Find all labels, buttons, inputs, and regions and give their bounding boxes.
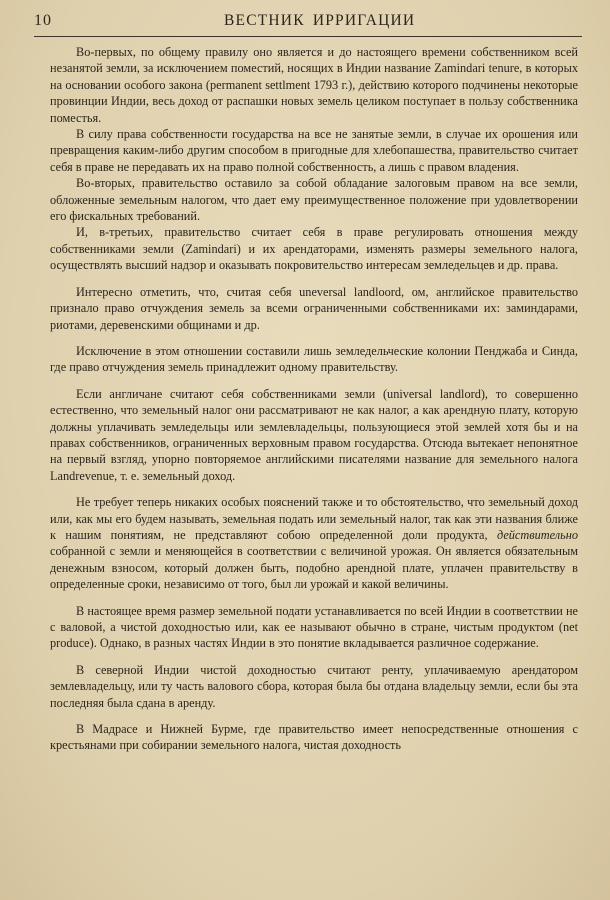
paragraph-2: В силу права собственности государства на все не занятые земли, в случае их орошения или превращения каким-либо другим способом в пригодные для хлебопашества, правительство считает себя в праве не передавать их на право полной собственность, а лишь с правом владения. [50, 127, 578, 174]
paragraph-7: Если англичане считают себя собственниками земли (universal landlord), то совершенно естественно, что земельный налог они рассматривают не как налог, а как арендную плату, которую должны уплачивать земледельцы или землевладельцы, пользующиеся этой землей хотя бы и на правах собственников, ограниченных верховным правом государства. Отсюда вытекает непонятное на первый взгляд, упорно повторяемое английскими писателями название для земельного налога Landrevenue, т. е. земельный доход. [50, 386, 578, 483]
paragraph-5: Интересно отметить, что, считая себя uneversal landloord, ом, английское правительство признало право отчуждения земель за всеми ограниченными собственниками их: заминдарами, риотами, деревенскими общинами и др. [50, 284, 578, 332]
journal-title: ВЕСТНИК ИРРИГАЦИИ [224, 12, 416, 29]
paragraph-8 [50, 494, 578, 592]
paragraph-1: Во-первых, по общему правилу оно является и до настоящего времени собственником всей незанятой земли, за исключением поместий, носящих в Индии название Zamindari tenure, в которых на основании особого закона (permanent settlment 1793 г.), действию которого подчинены некоторые провинции Индии, весь доход от распашки новых земель целиком поступает в пользу собственника поместья. [50, 45, 578, 125]
paragraph-8-part-2: собранной с земли и меняющейся в соответствии с величиной урожая. Он является обязательным денежным взносом, который должен быть, подобно арендной плате, уплачен правительству в определенные сроки, независимо от того, был ли урожай и какой величины. [50, 544, 578, 592]
paragraph-4: И, в-третьих, правительство считает себя в праве регулировать отношения между собственниками земли (Zamindari) и их арендаторами, изменять размеры земельного налога, осуществлять высший надзор и оказывать покровительство интересам земледельцев и др. права. [50, 225, 578, 273]
emphasized-word: действительно [496, 527, 578, 542]
paragraph-10: В северной Индии чистой доходностью считают ренту, уплачиваемую арендатором землевладельцу, или ту часть валового сбора, которая была бы отдана владельцу земли, если бы эта последняя была сдана в аренду. [50, 662, 578, 710]
running-header [34, 10, 582, 37]
paragraph-8-part-1: Не требует теперь никаких особых пояснений также и то обстоятельство, что земельный доход или, как мы его будем называть, земельная подать или земельный налог, так как эти названия ближе к нашим понятиям, не представляют собою определенной доли продукта, [50, 495, 578, 542]
paragraph-3: Во-вторых, правительство оставило за собой обладание залоговым правом на все земли, обложенные земельным налогом, что дает ему преимущественное положение при удовлетворении его фискальных требований. [50, 176, 578, 224]
paragraph-11: В Мадрасе и Нижней Бурме, где правительство имеет непосредственные отношения с крестьянами при собирании земельного налога, чистая доходность [50, 722, 578, 753]
article-body [50, 44, 578, 754]
paragraph-9: В настоящее время размер земельной подати устанавливается по всей Индии в соответствии не с валовой, а чистой доходностью или, как ее называют обычно в стране, чистым продуктом (net produce). Однако, в разных частях Индии в это понятие вкладывается различное содержание. [50, 603, 578, 651]
paragraph-6: Исключение в этом отношении составили лишь земледельческие колонии Пенджаба и Синда, где право отчуждения земель принадлежит одному правительству. [50, 343, 578, 375]
page-number: 10 [34, 12, 52, 29]
